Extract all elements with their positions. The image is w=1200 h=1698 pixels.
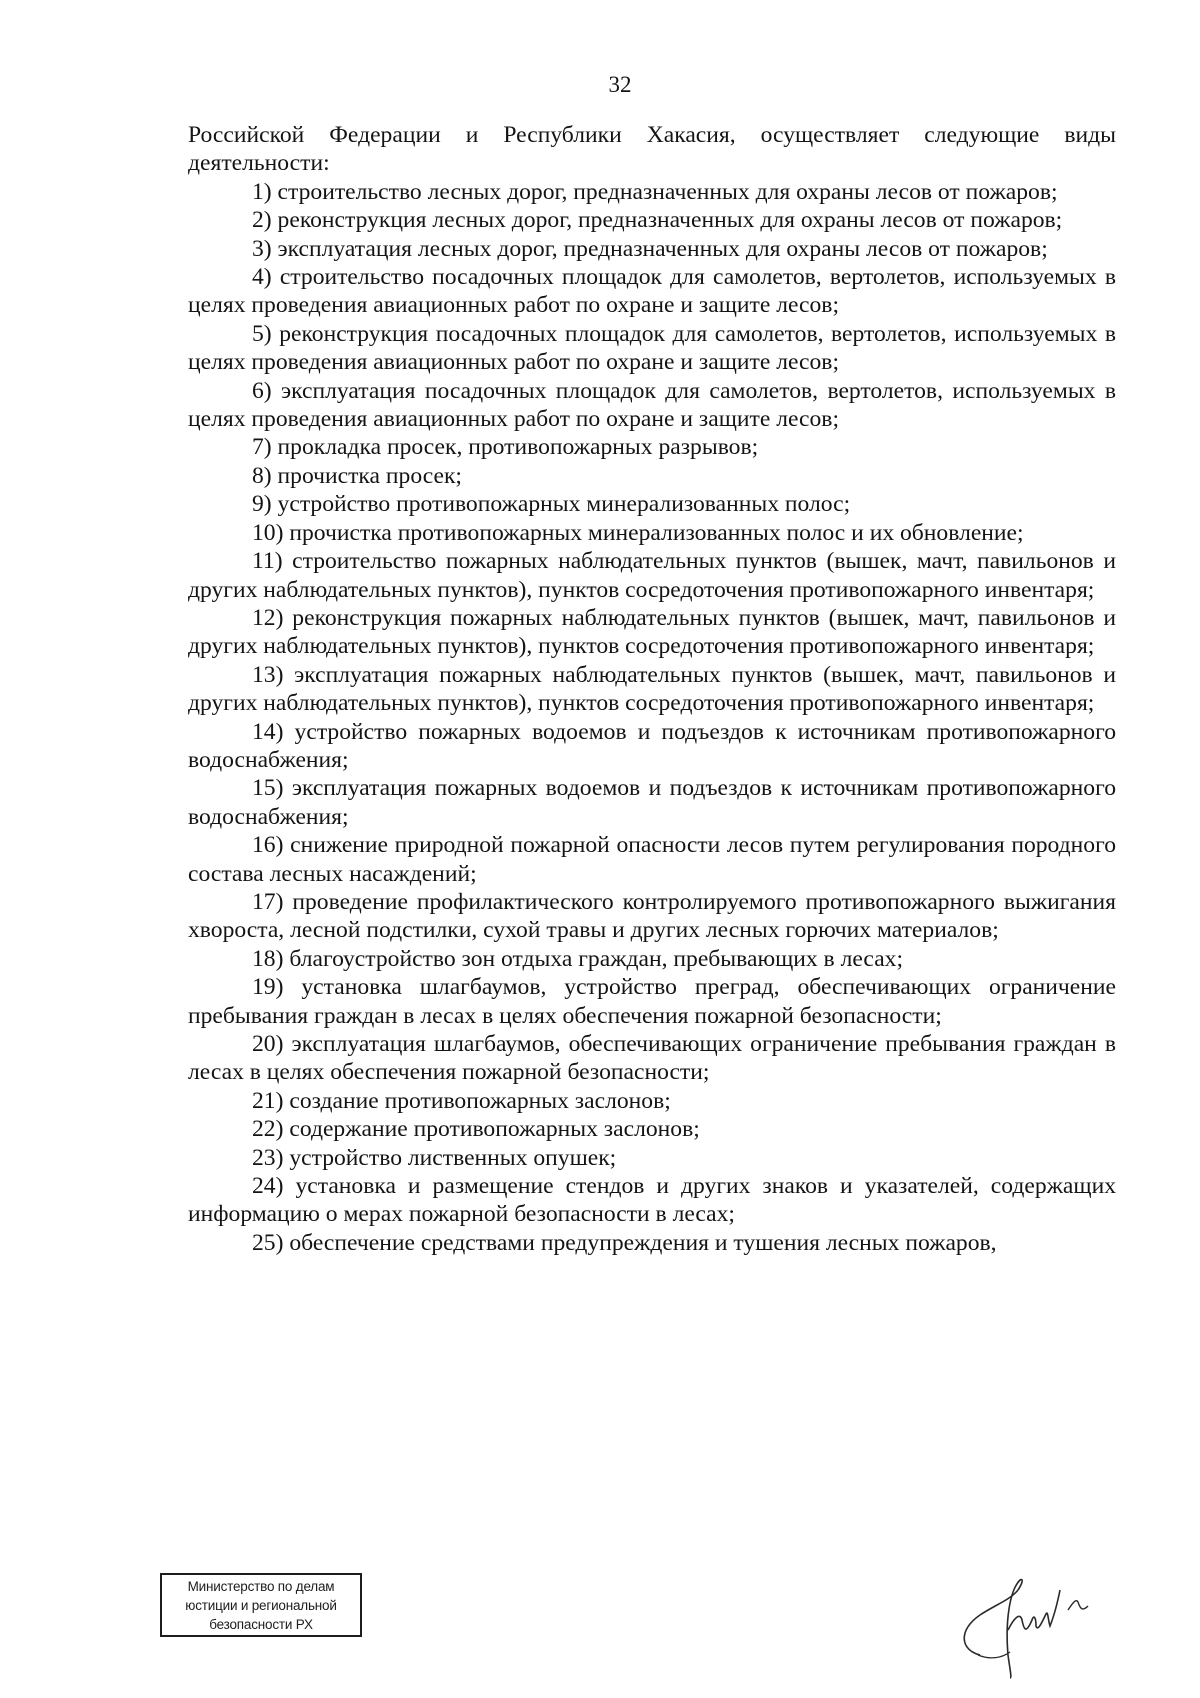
- stamp-line: безопасности РХ: [209, 1617, 313, 1632]
- list-item-paragraph: 1) строительство лесных дорог, предназначенных для охраны лесов от пожаров;: [252, 178, 1058, 205]
- list-item-paragraph: 10) прочистка противопожарных минерализованных полос и их обновление;: [252, 519, 1024, 546]
- stamp-line: Министерство по делам: [187, 1579, 335, 1594]
- list-item-paragraph: 17) проведение профилактического контролируемого противопожарного выжигания хвороста, лесной подстилки, сухой травы и других лесных горючих материалов;: [188, 888, 1116, 944]
- ministry-stamp: [160, 1573, 362, 1637]
- list-item-paragraph: 14) устройство пожарных водоемов и подъездов к источникам противопожарного водоснабжения;: [188, 718, 1116, 773]
- list-item-paragraph: 13) эксплуатация пожарных наблюдательных пунктов (вышек, мачт, павильонов и других наблюдательных пунктов), пунктов сосредоточения противопожарного инвентаря;: [188, 661, 1116, 717]
- list-item-paragraph: 12) реконструкция пожарных наблюдательных пунктов (вышек, мачт, павильонов и других наблюдательных пунктов), пунктов сосредоточения противопожарного инвентаря;: [188, 604, 1116, 660]
- stamp-line: юстиции и региональной: [185, 1598, 337, 1613]
- continuation-paragraph: Российской Федерации и Республики Хакасия, осуществляет следующие виды деятельности:: [188, 122, 1116, 177]
- list-item-paragraph: 21) создание противопожарных заслонов;: [252, 1087, 671, 1114]
- list-item-paragraph: 25) обеспечение средствами предупреждения и тушения лесных пожаров,: [252, 1229, 997, 1256]
- list-item-paragraph: 8) прочистка просек;: [252, 462, 462, 489]
- page-number: 32: [608, 72, 632, 97]
- handwritten-signature-icon: [950, 1560, 1110, 1680]
- list-item-paragraph: 9) устройство противопожарных минерализованных полос;: [252, 491, 851, 518]
- list-item-paragraph: 7) прокладка просек, противопожарных разрывов;: [252, 434, 759, 461]
- list-item-paragraph: 6) эксплуатация посадочных площадок для самолетов, вертолетов, используемых в целях проведения авиационных работ по охране и защите лесов;: [188, 377, 1116, 433]
- list-item-paragraph: 4) строительство посадочных площадок для самолетов, вертолетов, используемых в целях проведения авиационных работ по охране и защите лесов;: [188, 264, 1116, 319]
- list-item-paragraph: 24) установка и размещение стендов и других знаков и указателей, содержащих информацию о мерах пожарной безопасности в лесах;: [188, 1173, 1116, 1228]
- list-item-paragraph: 19) установка шлагбаумов, устройство преград, обеспечивающих ограничение пребывания граждан в лесах в целях обеспечения пожарной безопасности;: [188, 974, 1116, 1029]
- list-item-paragraph: 16) снижение природной пожарной опасности лесов путем регулирования породного состава лесных насаждений;: [188, 832, 1116, 887]
- list-item-paragraph: 11) строительство пожарных наблюдательных пунктов (вышек, мачт, павильонов и других наблюдательных пунктов), пунктов сосредоточения противопожарного инвентаря;: [188, 548, 1116, 603]
- list-item-paragraph: 23) устройство лиственных опушек;: [252, 1144, 617, 1171]
- list-item-paragraph: 15) эксплуатация пожарных водоемов и подъездов к источникам противопожарного водоснабжения;: [188, 775, 1116, 830]
- list-item-paragraph: 5) реконструкция посадочных площадок для самолетов, вертолетов, используемых в целях проведения авиационных работ по охране и защите лесов;: [188, 320, 1116, 376]
- list-item-paragraph: 22) содержание противопожарных заслонов;: [252, 1116, 700, 1143]
- document-body: [188, 121, 1116, 1257]
- list-item-paragraph: 2) реконструкция лесных дорог, предназначенных для охраны лесов от пожаров;: [252, 207, 1063, 234]
- list-item-paragraph: 20) эксплуатация шлагбаумов, обеспечивающих ограничение пребывания граждан в лесах в целях обеспечения пожарной безопасности;: [188, 1031, 1116, 1086]
- list-item-paragraph: 3) эксплуатация лесных дорог, предназначенных для охраны лесов от пожаров;: [252, 235, 1048, 262]
- list-item-paragraph: 18) благоустройство зон отдыха граждан, пребывающих в лесах;: [252, 945, 904, 972]
